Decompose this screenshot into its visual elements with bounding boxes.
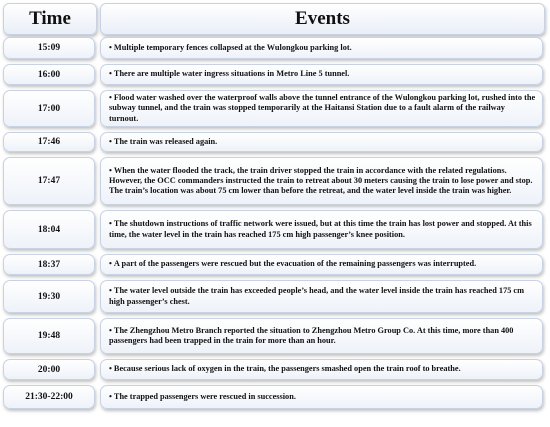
- timeline-row: [3, 132, 544, 152]
- event-text: Because serious lack of oxygen in the train, the passengers smashed open the train roof to breathe.: [113, 364, 461, 374]
- timeline-row: [3, 254, 544, 275]
- event-cell: • When the water flooded the track, the train driver stopped the train in accordance with the related regulations. However, the OCC commanders instructed the train to retreat about 30 meters causing the train to lose power and stop. The train’s location was about 75 cm lower than before the retreat, and the water level inside the train was higher.: [100, 157, 543, 205]
- time-cell: 15:09: [3, 37, 95, 59]
- event-cell: • The water level outside the train has exceeded people’s head, and the water level inside the train has reached 175 cm high passenger’s chest.: [100, 280, 543, 313]
- time-cell: 21:30-22:00: [3, 385, 95, 409]
- timeline-row: [3, 385, 544, 409]
- event-text: Flood water washed over the waterproof walls above the tunnel entrance of the Wulongkou parking lot, rushed into the subway tunnel, and the train was stopped temporarily at the Haitansi Station due to a fault alarm of the railway turnout.: [109, 93, 536, 123]
- timeline-row: [3, 64, 544, 85]
- time-cell: 17:47: [3, 157, 95, 205]
- event-text: When the water flooded the track, the train driver stopped the train in accordance with the related regulations. However, the OCC commanders instructed the train to retreat about 30 meters causing the train to lose power and stop. The train’s location was about 75 cm lower than before the retreat, and the water level inside the train was higher.: [109, 165, 533, 196]
- event-cell: • There are multiple water ingress situations in Metro Line 5 tunnel.: [100, 64, 543, 85]
- time-cell: 19:30: [3, 280, 95, 313]
- event-cell: • The Zhengzhou Metro Branch reported the situation to Zhengzhou Metro Group Co. At this time, more than 400 passengers had been trapped in the train for more than an hour.: [100, 318, 543, 354]
- event-text: The train was released again.: [113, 136, 218, 146]
- time-header: Time: [3, 3, 97, 35]
- event-text: There are multiple water ingress situations in Metro Line 5 tunnel.: [113, 69, 350, 79]
- event-cell: • Flood water washed over the waterproof walls above the tunnel entrance of the Wulongkou parking lot, rushed into the subway tunnel, and the train was stopped temporarily at the Haitansi Station due to a fault alarm of the railway turnout.: [100, 90, 543, 127]
- time-cell: 18:37: [3, 254, 95, 275]
- time-cell: 17:46: [3, 132, 95, 152]
- event-text: The shutdown instructions of traffic network were issued, but at this time the train has lost power and stopped. At this time, the water level in the train has reached 175 cm high passenger’s knee position.: [109, 219, 532, 239]
- event-cell: • The trapped passengers were rescued in succession.: [100, 385, 543, 409]
- event-cell: • Multiple temporary fences collapsed at the Wulongkou parking lot.: [100, 37, 543, 59]
- event-text: The trapped passengers were rescued in succession.: [113, 391, 296, 401]
- timeline-row: [3, 210, 544, 249]
- timeline-row: [3, 37, 544, 59]
- timeline-row: [3, 318, 544, 354]
- timeline-row: [3, 359, 544, 380]
- timeline-rows: [3, 37, 544, 414]
- event-text: Multiple temporary fences collapsed at the Wulongkou parking lot.: [113, 42, 352, 52]
- event-text: The Zhengzhou Metro Branch reported the situation to Zhengzhou Metro Group Co. At this time, more than 400 passengers had been trapped in the train for more than an hour.: [109, 325, 514, 345]
- event-text: The water level outside the train has exceeded people’s head, and the water level inside the train has reached 175 cm high passenger’s chest.: [109, 286, 525, 306]
- timeline-row: [3, 157, 544, 205]
- time-cell: 17:00: [3, 90, 95, 127]
- event-cell: • The train was released again.: [100, 132, 543, 152]
- timeline-row: [3, 280, 544, 313]
- event-cell: • The shutdown instructions of traffic network were issued, but at this time the train has lost power and stopped. At this time, the water level in the train has reached 175 cm high passenger’s knee position.: [100, 210, 543, 249]
- event-cell: • A part of the passengers were rescued but the evacuation of the remaining passengers was interrupted.: [100, 254, 543, 275]
- timeline-row: [3, 90, 544, 127]
- event-cell: • Because serious lack of oxygen in the train, the passengers smashed open the train roof to breathe.: [100, 359, 543, 380]
- time-cell: 20:00: [3, 359, 95, 380]
- time-cell: 16:00: [3, 64, 95, 85]
- time-cell: 18:04: [3, 210, 95, 249]
- time-cell: 19:48: [3, 318, 95, 354]
- event-text: A part of the passengers were rescued but the evacuation of the remaining passengers was interrupted.: [113, 259, 477, 269]
- events-header: Events: [100, 3, 545, 35]
